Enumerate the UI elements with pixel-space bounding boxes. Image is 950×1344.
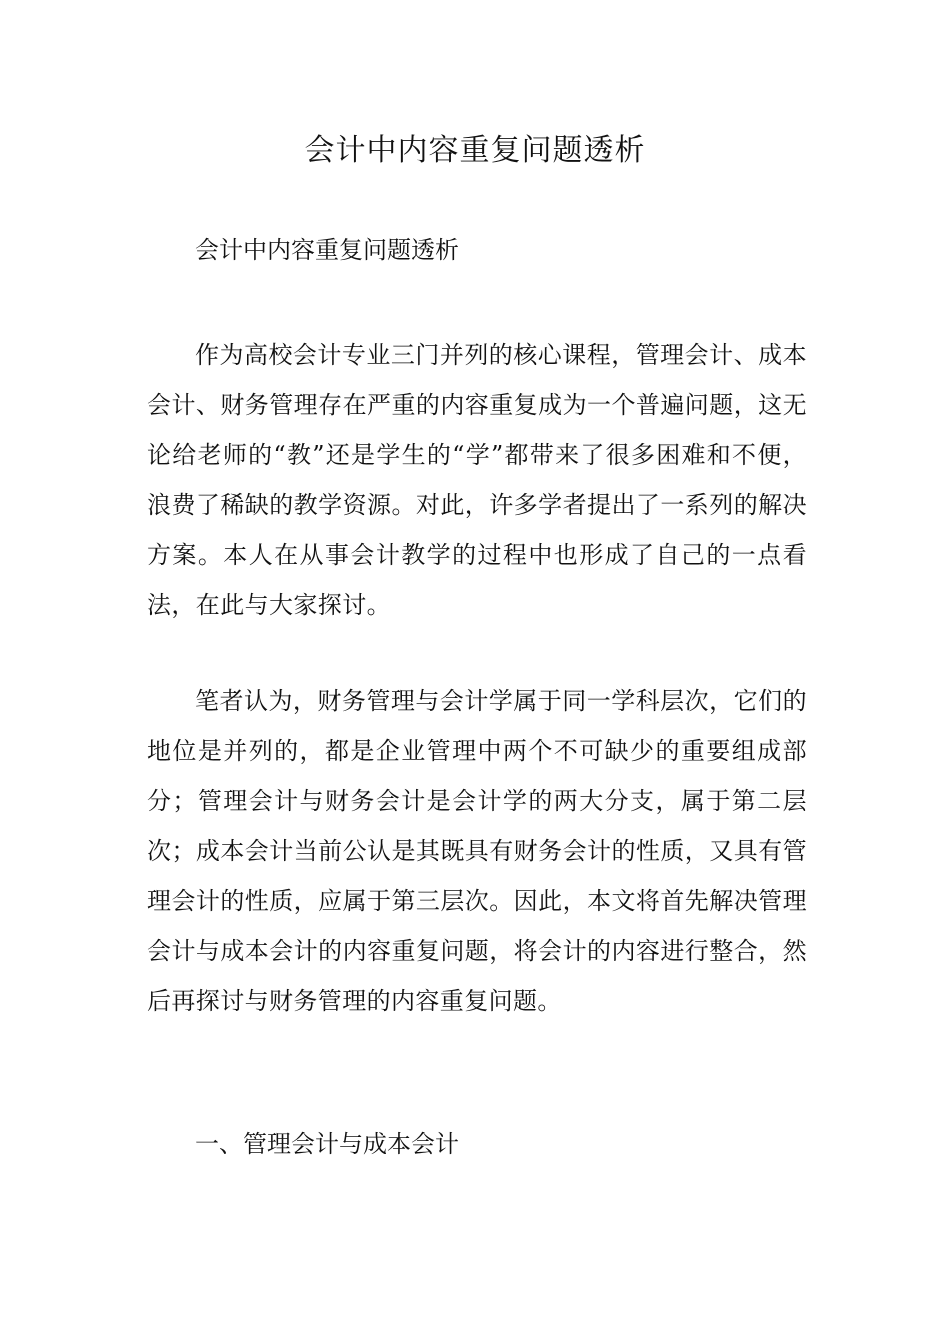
section-heading: 一、管理会计与成本会计: [195, 1130, 459, 1158]
document-subtitle: 会计中内容重复问题透析: [195, 236, 459, 264]
document-title: 会计中内容重复问题透析: [304, 133, 646, 168]
paragraph-intro: 作为高校会计专业三门并列的核心课程，管理会计、成本会计、财务管理存在严重的内容重复成为一个普遍问题，这无论给老师的“教”还是学生的“学”都带来了很多困难和不便，浪费了稀缺的教学资源。对此，许多学者提出了一系列的解决方案。本人在从事会计教学的过程中也形成了自己的一点看法，在此与大家探讨。: [147, 341, 807, 619]
paragraph-discipline-levels: 笔者认为，财务管理与会计学属于同一学科层次，它们的地位是并列的，都是企业管理中两个不可缺少的重要组成部分；管理会计与财务会计是会计学的两大分支，属于第二层次；成本会计当前公认是其既具有财务会计的性质，又具有管理会计的性质，应属于第三层次。因此，本文将首先解决管理会计与成本会计的内容重复问题，将会计的内容进行整合，然后再探讨与财务管理的内容重复问题。: [147, 687, 807, 1015]
